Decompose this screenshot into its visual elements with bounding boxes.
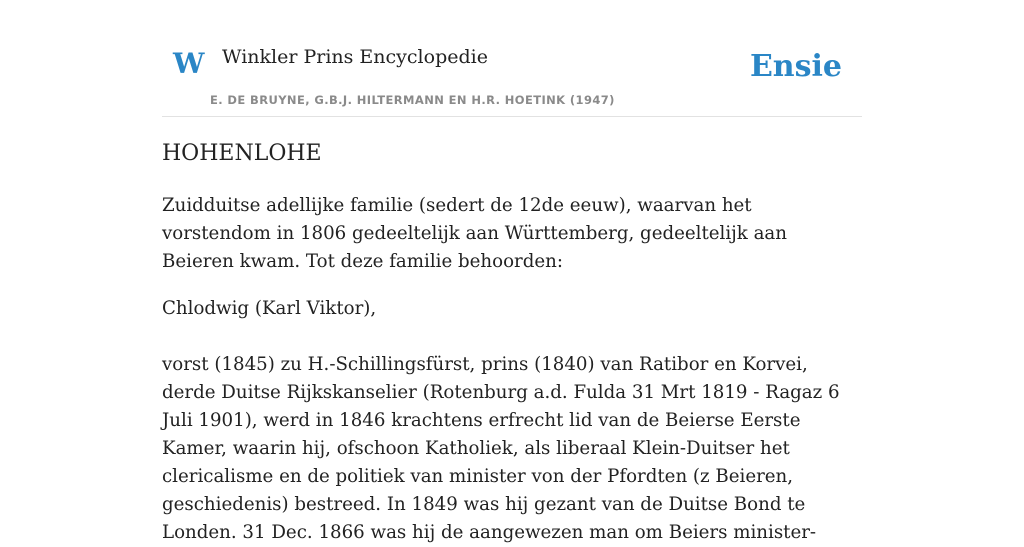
header [162, 0, 862, 117]
page [162, 0, 862, 543]
authors-line: E. DE BRUYNE, G.B.J. HILTERMANN EN H.R. HOETINK (1947) [210, 93, 615, 107]
article-paragraph: vorst (1845) zu H.-Schillingsfürst, prins (1840) van Ratibor en Korvei, derde Duitse Rijkskanselier (Rotenburg a.d. Fulda 31 Mrt 1819 - Ragaz 6 Juli 1901), werd in 1846 krachtens erfrecht lid van de Beierse Eerste Kamer, waarin hij, ofschoon Katholiek, als liberaal Klein-Duitser het clericalisme en de politiek van minister von der Pfordten (z Beieren, geschiedenis) bestreed. In 1849 was hij gezant van de Duitse Bond te Londen. 31 Dec. 1866 was hij de aangewezen man om Beiers minister- [162, 354, 840, 543]
ensie-logo[interactable]: Ensie [749, 49, 842, 84]
site-logo-icon[interactable]: W [173, 47, 205, 80]
article-paragraph: Chlodwig (Karl Viktor), [162, 298, 377, 319]
site-title[interactable]: Winkler Prins Encyclopedie [222, 46, 488, 68]
article-title: HOHENLOHE [162, 141, 322, 166]
article-paragraph: Zuidduitse adellijke familie (sedert de 12de eeuw), waarvan het vorstendom in 1806 gedeeltelijk aan Württemberg, gedeeltelijk aan Beieren kwam. Tot deze familie behoorden: [162, 195, 787, 272]
